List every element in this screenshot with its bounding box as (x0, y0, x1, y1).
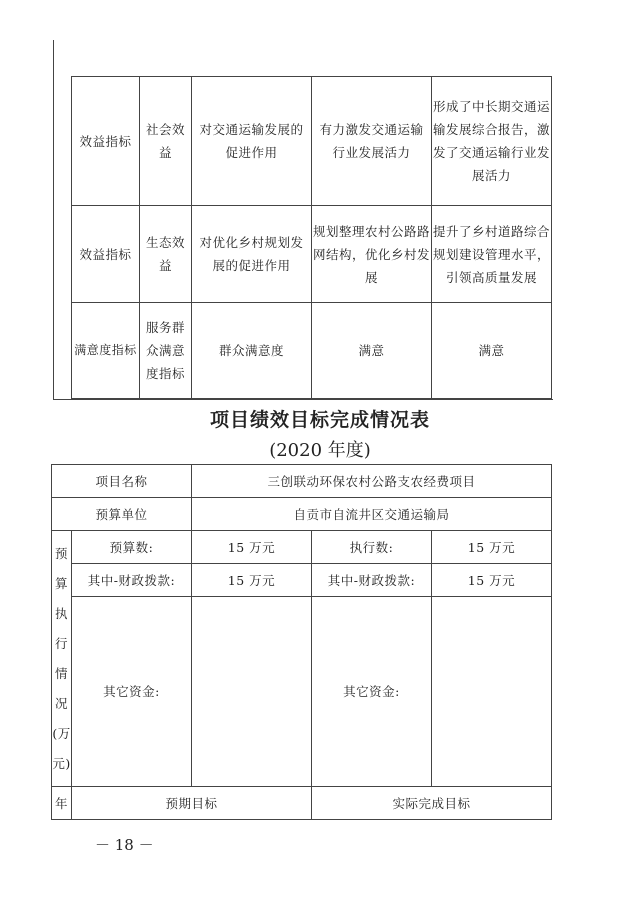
budget-execution-side-label (51, 530, 72, 787)
exec-value: 15 万元 (431, 530, 552, 564)
page-subtitle: (2020 年度) (269, 440, 371, 461)
other-funds-label: 其它资金: (71, 596, 192, 787)
page-number: － 18 － (95, 836, 154, 854)
actual-goal-label: 实际完成目标 (311, 786, 552, 820)
sub-indicator-cell: 生态效益 (139, 205, 192, 303)
side-char: (万 (52, 725, 71, 741)
budget-unit-value: 自贡市自流井区交通运输局 (191, 497, 552, 531)
metric-cell: 对交通运输发展的促进作用 (191, 76, 312, 206)
other-funds-value (191, 596, 312, 787)
fiscal-budget-label: 其中-财政拨款: (71, 563, 192, 597)
side-char: 执 (54, 605, 68, 621)
other-exec-value (431, 596, 552, 787)
indicator-cell: 效益指标 (71, 205, 140, 303)
target-cell: 有力激发交通运输行业发展活力 (311, 76, 432, 206)
exec-label: 执行数: (311, 530, 432, 564)
project-name-label: 项目名称 (51, 464, 192, 498)
metric-cell: 群众满意度 (191, 302, 312, 399)
budget-value: 15 万元 (191, 530, 312, 564)
budget-label: 预算数: (71, 530, 192, 564)
year-label: 年 (51, 786, 72, 820)
result-cell: 形成了中长期交通运输发展综合报告，激发了交通运输行业发展活力 (431, 76, 552, 206)
side-char: 行 (54, 635, 68, 651)
side-char: 元) (52, 755, 71, 771)
indicator-cell: 满意度指标 (71, 302, 140, 399)
left-border-line (53, 40, 54, 400)
budget-unit-label: 预算单位 (51, 497, 192, 531)
side-char: 算 (54, 575, 68, 591)
side-char: 情 (54, 665, 68, 681)
sub-indicator-cell: 社会效益 (139, 76, 192, 206)
sub-indicator-cell: 服务群众满意度指标 (139, 302, 192, 399)
side-char: 况 (54, 695, 68, 711)
expected-goal-label: 预期目标 (71, 786, 312, 820)
project-name-value: 三创联动环保农村公路支农经费项目 (191, 464, 552, 498)
target-cell: 满意 (311, 302, 432, 399)
fiscal-budget-value: 15 万元 (191, 563, 312, 597)
metric-cell: 对优化乡村规划发展的促进作用 (191, 205, 312, 303)
result-cell: 提升了乡村道路综合规划建设管理水平，引领高质量发展 (431, 205, 552, 303)
fiscal-exec-label: 其中-财政拨款: (311, 563, 432, 597)
other-exec-label: 其它资金: (311, 596, 432, 787)
bottom-border-line (53, 399, 553, 400)
fiscal-exec-value: 15 万元 (431, 563, 552, 597)
target-cell: 规划整理农村公路路网结构，优化乡村发展 (311, 205, 432, 303)
indicator-cell: 效益指标 (71, 76, 140, 206)
page-title: 项目绩效目标完成情况表 (209, 409, 430, 431)
side-char: 预 (54, 545, 68, 561)
result-cell: 满意 (431, 302, 552, 399)
